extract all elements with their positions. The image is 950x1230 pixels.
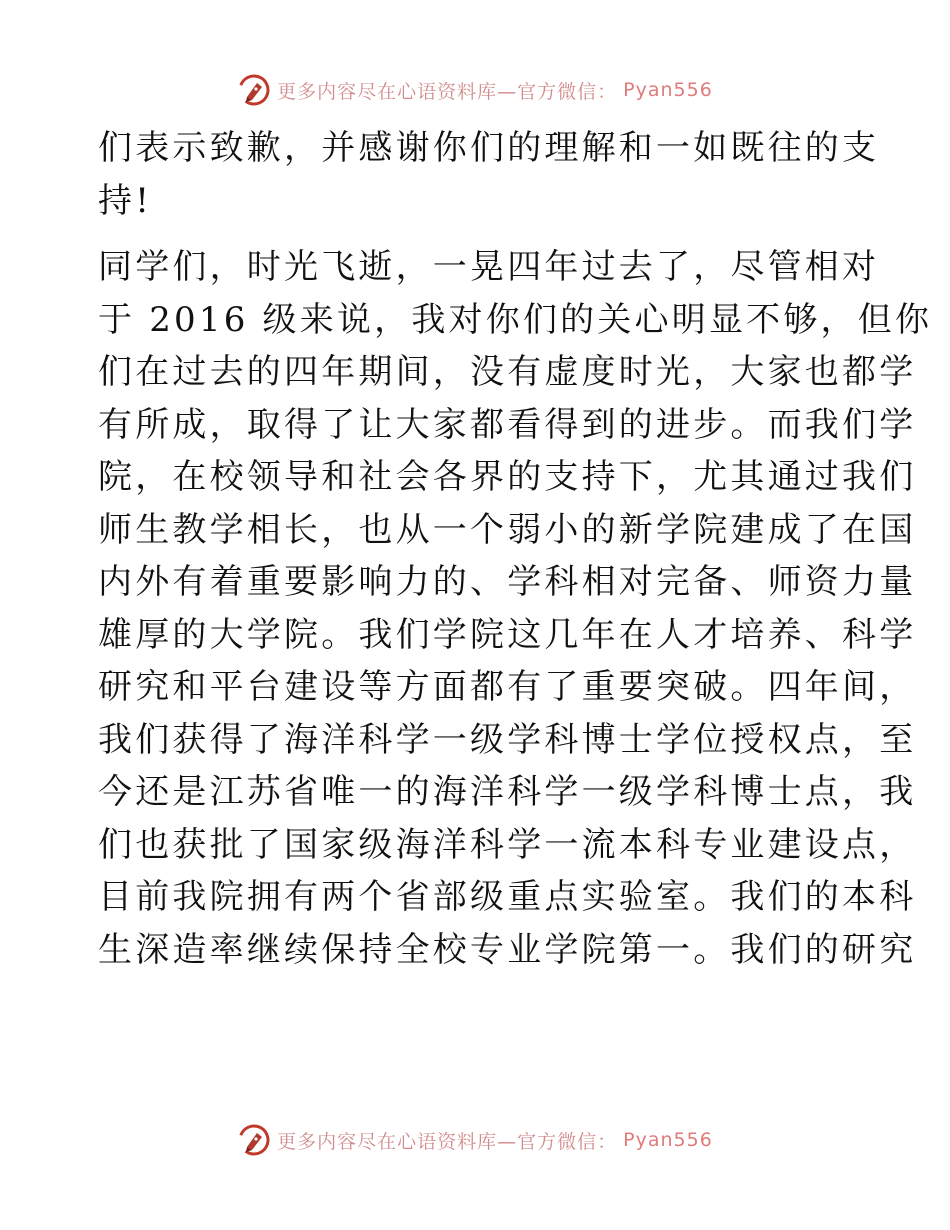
text-line: 有所成，取得了让大家都看得到的进步。而我们学: [98, 404, 917, 445]
header-watermark: [0, 70, 950, 110]
watermark-text: 更多内容尽在心语资料库—官方微信：: [277, 80, 618, 103]
footer-watermark: [0, 1120, 950, 1160]
pen-nib-circle-icon: [237, 73, 271, 107]
pen-nib-circle-icon: [237, 1123, 271, 1157]
text-line: 生深造率继续保持全校专业学院第一。我们的研究: [98, 929, 917, 970]
text-line: 研究和平台建设等方面都有了重要突破。四年间，: [98, 667, 917, 707]
text-line: 今还是江苏省唯一的海洋科学一级学科博士点，我: [98, 772, 917, 812]
paragraph: [98, 122, 880, 227]
text-line: 院，在校领导和社会各界的支持下，尤其通过我们: [98, 457, 917, 497]
watermark-text: 更多内容尽在心语资料库—官方微信：: [277, 1130, 618, 1153]
watermark-wechat-id: Pyan556: [623, 1129, 713, 1151]
text-line: 内外有着重要影响力的、学科相对完备、师资力量: [98, 562, 917, 602]
paragraph: [98, 241, 933, 976]
text-line: 雄厚的大学院。我们学院这几年在人才培养、科学: [98, 614, 917, 655]
text-line: 目前我院拥有两个省部级重点实验室。我们的本科: [98, 877, 917, 917]
text-line: 们也获批了国家级海洋科学一流本科专业建设点，: [98, 824, 917, 865]
watermark-wechat-id: Pyan556: [623, 79, 713, 101]
text-line: 同学们，时光飞逝，一晃四年过去了，尽管相对: [98, 247, 880, 287]
text-line: 们表示致歉，并感谢你们的理解和一如既往的支: [98, 128, 880, 168]
text-line: 师生教学相长，也从一个弱小的新学院建成了在国: [98, 509, 917, 550]
text-line: 我们获得了海洋科学一级学科博士学位授权点，至: [98, 719, 917, 760]
text-line: 们在过去的四年期间，没有虚度时光，大家也都学: [98, 352, 917, 392]
text-line: 持!: [98, 180, 153, 221]
body-text: [98, 122, 933, 990]
text-line: 于 2016 级来说，我对你们的关心明显不够，但你: [98, 299, 933, 340]
